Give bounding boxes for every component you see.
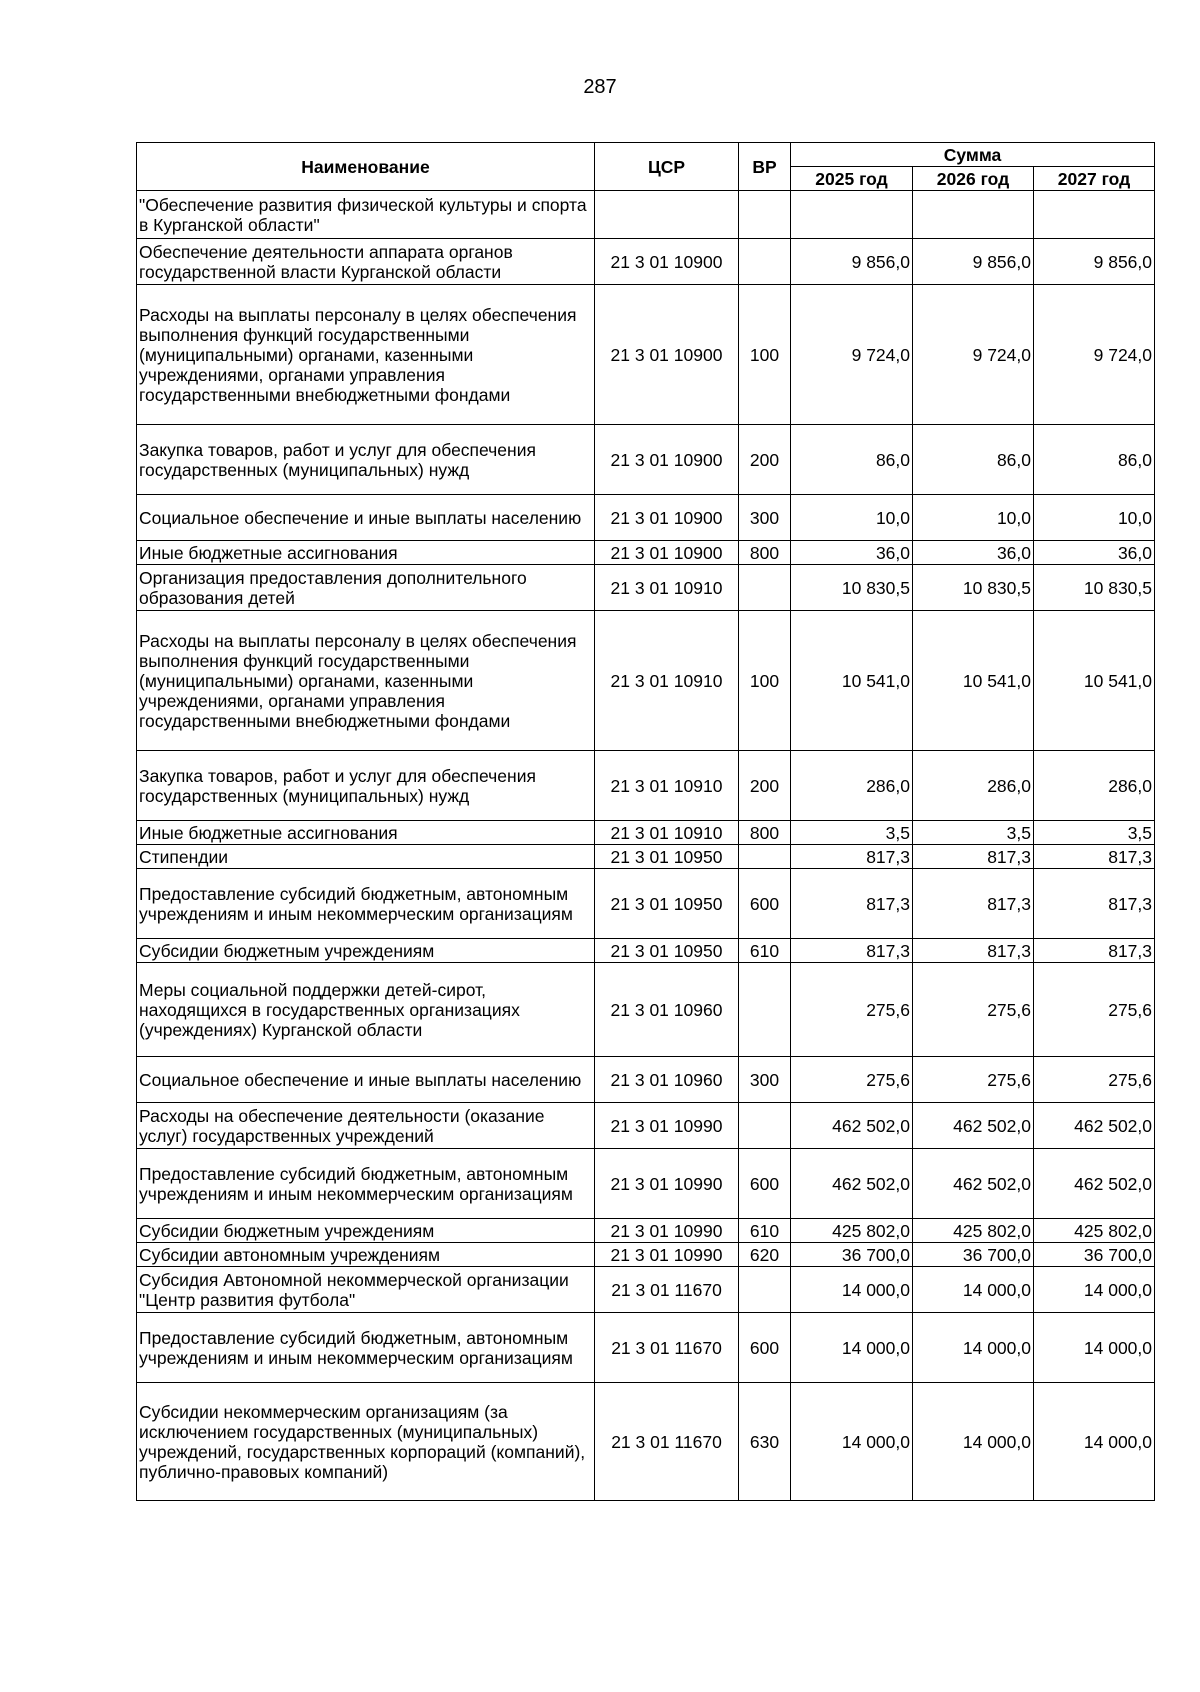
row-name: Стипендии [137,845,595,869]
row-csr: 21 3 01 10960 [595,963,739,1057]
row-value-2026: 10,0 [913,495,1034,541]
header-year-2026: 2026 год [913,167,1034,191]
row-vr [739,845,791,869]
row-value-2027: 462 502,0 [1034,1149,1155,1219]
row-value-2026: 817,3 [913,845,1034,869]
budget-table [136,142,1155,1501]
table-row [137,565,1155,611]
header-year-2025: 2025 год [791,167,913,191]
row-name: Предоставление субсидий бюджетным, автономным учреждениям и иным некоммерческим организациям [137,1313,595,1383]
row-value-2025: 817,3 [791,845,913,869]
row-value-2027: 3,5 [1034,821,1155,845]
table-row [137,751,1155,821]
row-value-2027: 10,0 [1034,495,1155,541]
table-row [137,1267,1155,1313]
table-row [137,939,1155,963]
row-value-2027: 817,3 [1034,939,1155,963]
row-value-2025: 275,6 [791,1057,913,1103]
row-value-2025: 14 000,0 [791,1267,913,1313]
row-value-2025: 286,0 [791,751,913,821]
row-csr: 21 3 01 10990 [595,1103,739,1149]
row-value-2027: 14 000,0 [1034,1313,1155,1383]
row-value-2026: 10 830,5 [913,565,1034,611]
row-csr: 21 3 01 10960 [595,1057,739,1103]
row-value-2025: 817,3 [791,869,913,939]
row-value-2025: 36,0 [791,541,913,565]
table-row [137,285,1155,425]
row-value-2025: 36 700,0 [791,1243,913,1267]
row-vr: 630 [739,1383,791,1501]
row-csr: 21 3 01 10990 [595,1149,739,1219]
row-name: Субсидия Автономной некоммерческой организации "Центр развития футбола" [137,1267,595,1313]
row-value-2026: 275,6 [913,1057,1034,1103]
row-csr: 21 3 01 10910 [595,821,739,845]
row-name: Обеспечение деятельности аппарата органов государственной власти Курганской области [137,239,595,285]
row-vr: 200 [739,425,791,495]
table-row [137,1103,1155,1149]
table-row [137,869,1155,939]
row-name: Расходы на выплаты персоналу в целях обеспечения выполнения функций государственными (муниципальными) органами, казенными учреждениями, органами управления государственными внебюджетными фондами [137,611,595,751]
row-name: Социальное обеспечение и иные выплаты населению [137,1057,595,1103]
row-vr [739,1103,791,1149]
header-vr: ВР [739,143,791,191]
table-row [137,1383,1155,1501]
table-row [137,1313,1155,1383]
row-csr: 21 3 01 11670 [595,1313,739,1383]
row-name: Субсидии некоммерческим организациям (за исключением государственных (муниципальных) учреждений, государственных корпораций (компаний), публично-правовых компаний) [137,1383,595,1501]
row-value-2026: 36,0 [913,541,1034,565]
row-vr: 620 [739,1243,791,1267]
row-vr [739,963,791,1057]
table-row [137,821,1155,845]
row-value-2026: 462 502,0 [913,1149,1034,1219]
row-name: Субсидии бюджетным учреждениям [137,1219,595,1243]
table-row [137,495,1155,541]
row-vr: 600 [739,869,791,939]
row-csr: 21 3 01 10990 [595,1219,739,1243]
table-row [137,1243,1155,1267]
row-csr: 21 3 01 11670 [595,1383,739,1501]
table-row [137,1057,1155,1103]
row-value-2026: 14 000,0 [913,1313,1034,1383]
table-header [137,143,1155,191]
header-csr: ЦСР [595,143,739,191]
row-value-2025: 14 000,0 [791,1313,913,1383]
row-value-2027: 286,0 [1034,751,1155,821]
row-csr: 21 3 01 10950 [595,939,739,963]
table-row [137,845,1155,869]
row-vr [739,239,791,285]
table-row [137,191,1155,239]
row-vr: 800 [739,821,791,845]
row-csr [595,191,739,239]
row-name: Субсидии бюджетным учреждениям [137,939,595,963]
row-csr: 21 3 01 10900 [595,495,739,541]
row-name: Социальное обеспечение и иные выплаты населению [137,495,595,541]
row-vr: 610 [739,1219,791,1243]
row-csr: 21 3 01 10950 [595,869,739,939]
row-value-2025: 10 830,5 [791,565,913,611]
row-value-2026: 36 700,0 [913,1243,1034,1267]
row-value-2025: 10 541,0 [791,611,913,751]
row-csr: 21 3 01 10900 [595,239,739,285]
table-row [137,1149,1155,1219]
row-name: Меры социальной поддержки детей-сирот, находящихся в государственных организациях (учреждениях) Курганской области [137,963,595,1057]
row-csr: 21 3 01 10950 [595,845,739,869]
row-value-2025: 462 502,0 [791,1103,913,1149]
row-value-2027: 275,6 [1034,1057,1155,1103]
row-value-2027: 9 856,0 [1034,239,1155,285]
row-value-2027 [1034,191,1155,239]
row-value-2026: 14 000,0 [913,1267,1034,1313]
row-value-2025: 9 856,0 [791,239,913,285]
row-vr: 100 [739,611,791,751]
row-value-2026 [913,191,1034,239]
row-value-2025: 86,0 [791,425,913,495]
row-csr: 21 3 01 10900 [595,541,739,565]
row-value-2027: 9 724,0 [1034,285,1155,425]
row-value-2026: 286,0 [913,751,1034,821]
row-value-2026: 14 000,0 [913,1383,1034,1501]
header-name: Наименование [137,143,595,191]
row-value-2027: 462 502,0 [1034,1103,1155,1149]
row-value-2026: 9 856,0 [913,239,1034,285]
row-value-2026: 3,5 [913,821,1034,845]
row-vr [739,1267,791,1313]
row-value-2027: 275,6 [1034,963,1155,1057]
row-name: Субсидии автономным учреждениям [137,1243,595,1267]
row-value-2025 [791,191,913,239]
row-value-2026: 462 502,0 [913,1103,1034,1149]
row-vr: 200 [739,751,791,821]
row-value-2025: 3,5 [791,821,913,845]
row-value-2027: 36,0 [1034,541,1155,565]
table-body [137,191,1155,1501]
row-name: Иные бюджетные ассигнования [137,541,595,565]
row-value-2027: 10 541,0 [1034,611,1155,751]
row-value-2027: 817,3 [1034,845,1155,869]
row-value-2027: 425 802,0 [1034,1219,1155,1243]
row-vr: 600 [739,1313,791,1383]
row-name: Закупка товаров, работ и услуг для обеспечения государственных (муниципальных) нужд [137,751,595,821]
row-name: Расходы на обеспечение деятельности (оказание услуг) государственных учреждений [137,1103,595,1149]
row-vr [739,565,791,611]
table-row [137,541,1155,565]
header-sum: Сумма [791,143,1155,167]
row-name: Предоставление субсидий бюджетным, автономным учреждениям и иным некоммерческим организациям [137,1149,595,1219]
row-value-2025: 275,6 [791,963,913,1057]
row-name: Предоставление субсидий бюджетным, автономным учреждениям и иным некоммерческим организациям [137,869,595,939]
table-row [137,1219,1155,1243]
table-row [137,963,1155,1057]
row-value-2025: 425 802,0 [791,1219,913,1243]
row-vr: 600 [739,1149,791,1219]
row-csr: 21 3 01 11670 [595,1267,739,1313]
row-csr: 21 3 01 10900 [595,285,739,425]
row-value-2026: 275,6 [913,963,1034,1057]
row-vr [739,191,791,239]
row-value-2025: 10,0 [791,495,913,541]
row-value-2026: 425 802,0 [913,1219,1034,1243]
row-vr: 800 [739,541,791,565]
row-value-2027: 36 700,0 [1034,1243,1155,1267]
header-year-2027: 2027 год [1034,167,1155,191]
row-value-2025: 817,3 [791,939,913,963]
row-csr: 21 3 01 10900 [595,425,739,495]
row-name: "Обеспечение развития физической культуры и спорта в Курганской области" [137,191,595,239]
row-value-2025: 462 502,0 [791,1149,913,1219]
row-vr: 100 [739,285,791,425]
row-value-2027: 817,3 [1034,869,1155,939]
row-vr: 610 [739,939,791,963]
row-value-2026: 10 541,0 [913,611,1034,751]
row-csr: 21 3 01 10910 [595,751,739,821]
table-row [137,425,1155,495]
row-name: Расходы на выплаты персоналу в целях обеспечения выполнения функций государственными (муниципальными) органами, казенными учреждениями, органами управления государственными внебюджетными фондами [137,285,595,425]
row-value-2025: 14 000,0 [791,1383,913,1501]
row-name: Иные бюджетные ассигнования [137,821,595,845]
row-value-2027: 10 830,5 [1034,565,1155,611]
row-value-2025: 9 724,0 [791,285,913,425]
table-row [137,239,1155,285]
row-csr: 21 3 01 10910 [595,611,739,751]
table-row [137,611,1155,751]
row-value-2026: 86,0 [913,425,1034,495]
row-value-2026: 817,3 [913,869,1034,939]
row-csr: 21 3 01 10910 [595,565,739,611]
row-value-2026: 9 724,0 [913,285,1034,425]
row-vr: 300 [739,1057,791,1103]
row-value-2027: 86,0 [1034,425,1155,495]
row-name: Организация предоставления дополнительного образования детей [137,565,595,611]
row-vr: 300 [739,495,791,541]
row-name: Закупка товаров, работ и услуг для обеспечения государственных (муниципальных) нужд [137,425,595,495]
row-value-2027: 14 000,0 [1034,1383,1155,1501]
row-csr: 21 3 01 10990 [595,1243,739,1267]
row-value-2026: 817,3 [913,939,1034,963]
page-number: 287 [583,76,617,98]
row-value-2027: 14 000,0 [1034,1267,1155,1313]
